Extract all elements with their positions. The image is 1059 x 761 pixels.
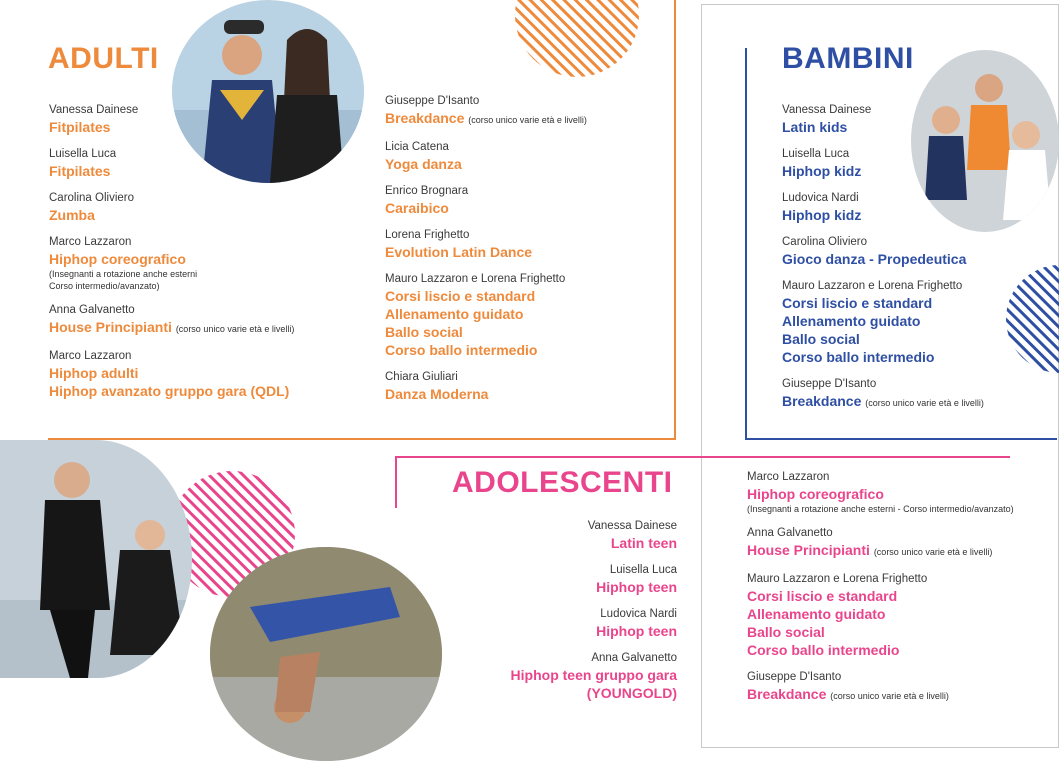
course-name: Latin kids (782, 119, 848, 135)
teacher-name: Vanessa Dainese (782, 104, 872, 116)
course-note: (corso unico varie età e livelli) (468, 115, 587, 125)
blue-stripes-decoration (1005, 264, 1059, 374)
list-item (49, 103, 294, 136)
course-name: House Principianti (49, 319, 172, 335)
bambini-title: BAMBINI (782, 42, 914, 75)
teacher-name: Giuseppe D'Isanto (385, 95, 480, 107)
adulti-title: ADULTI (48, 42, 159, 75)
course-name: Caraibico (385, 200, 449, 216)
teacher-name: Chiara Giuliari (385, 371, 458, 383)
teacher-name: Anna Galvanetto (591, 652, 677, 664)
course-name: Ballo social (747, 624, 825, 640)
teacher-name: Marco Lazzaron (49, 236, 132, 248)
teacher-name: Vanessa Dainese (587, 520, 677, 532)
course-note: (Insegnanti a rotazione anche esterni - Corso intermedio/avanzato) (747, 504, 1014, 514)
teacher-name: Giuseppe D'Isanto (747, 671, 842, 683)
course-name: Hiphop adulti (49, 365, 139, 381)
list-item (782, 103, 984, 136)
teacher-name: Luisella Luca (49, 148, 117, 160)
course-name: Hiphop avanzato gruppo gara (QDL) (49, 383, 290, 399)
list-item (49, 349, 294, 400)
course-note: Corso intermedio/avanzato) (49, 281, 160, 291)
course-name: Hiphop coreografico (49, 251, 186, 267)
course-name: (YOUNGOLD) (586, 685, 677, 701)
course-name: Allenamento guidato (747, 606, 886, 622)
course-name: Corsi liscio e standard (385, 288, 536, 304)
course-name: Hiphop coreografico (747, 486, 884, 502)
course-note: (corso unico varie età e livelli) (873, 547, 993, 557)
list-item (49, 191, 294, 224)
course-note: (corso unico varie età e livelli) (865, 398, 984, 408)
teacher-name: Carolina Oliviero (782, 236, 868, 248)
course-name: Fitpilates (49, 119, 111, 135)
adulti-frame-right (674, 0, 676, 440)
course-name: Evolution Latin Dance (385, 244, 533, 260)
course-name: Corsi liscio e standard (747, 588, 898, 604)
list-item (782, 191, 984, 224)
course-name: Hiphop teen gruppo gara (510, 667, 677, 683)
adolescenti-couple-photo (0, 440, 192, 678)
course-name: Hiphop kidz (782, 207, 862, 223)
course-name: Ballo social (782, 331, 860, 347)
list-item (385, 94, 587, 129)
course-note: (Insegnanti a rotazione anche esterni (49, 269, 198, 279)
list-item (385, 370, 587, 403)
list-item (747, 526, 1014, 561)
list-item (782, 147, 984, 180)
list-item (747, 470, 1014, 515)
teacher-name: Luisella Luca (782, 148, 850, 160)
bambini-frame-left (745, 48, 747, 440)
bambini-column (782, 103, 984, 423)
bambini-frame-bottom (745, 438, 1057, 440)
adolescenti-left-column (440, 519, 677, 713)
course-name: Breakdance (782, 393, 862, 409)
list-item (440, 607, 677, 640)
teacher-name: Vanessa Dainese (49, 104, 139, 116)
adolescenti-breakdance-photo (210, 547, 442, 761)
course-name: House Principianti (747, 542, 870, 558)
list-item (782, 279, 984, 366)
teacher-name: Licia Catena (385, 141, 449, 153)
teacher-name: Ludovica Nardi (600, 608, 677, 620)
course-name: Latin teen (610, 535, 677, 551)
course-name: Gioco danza - Propedeutica (782, 251, 967, 267)
list-item (49, 235, 294, 292)
teacher-name: Enrico Brognara (385, 185, 469, 197)
course-name: Hiphop kidz (782, 163, 862, 179)
course-name: Allenamento guidato (385, 306, 524, 322)
course-name: Breakdance (385, 110, 465, 126)
teacher-name: Carolina Oliviero (49, 192, 135, 204)
list-item (440, 563, 677, 596)
list-item (440, 651, 677, 702)
teacher-name: Lorena Frighetto (385, 229, 470, 241)
list-item (747, 670, 1014, 705)
adulti-left-column (49, 103, 294, 411)
course-note: (corso unico varie età e livelli) (830, 691, 949, 701)
course-name: Hiphop teen (596, 579, 677, 595)
teacher-name: Anna Galvanetto (747, 527, 833, 539)
course-note: (corso unico varie età e livelli) (175, 324, 295, 334)
teacher-name: Marco Lazzaron (49, 350, 132, 362)
course-name: Allenamento guidato (782, 313, 921, 329)
adolescenti-frame-top (395, 456, 1010, 458)
orange-stripes-decoration (512, 0, 642, 80)
teacher-name: Mauro Lazzaron e Lorena Frighetto (385, 273, 566, 285)
course-name: Hiphop teen (596, 623, 677, 639)
teacher-name: Luisella Luca (609, 564, 677, 576)
list-item (747, 572, 1014, 659)
course-name: Yoga danza (385, 156, 462, 172)
teacher-name: Mauro Lazzaron e Lorena Frighetto (747, 573, 928, 585)
list-item (49, 147, 294, 180)
course-name: Fitpilates (49, 163, 111, 179)
list-item (385, 184, 587, 217)
adolescenti-frame-left (395, 456, 397, 508)
adulti-frame-bottom (48, 438, 676, 440)
list-item (782, 235, 984, 268)
course-name: Corso ballo intermedio (385, 342, 538, 358)
teacher-name: Giuseppe D'Isanto (782, 378, 877, 390)
adolescenti-title: ADOLESCENTI (452, 466, 673, 499)
course-name: Corso ballo intermedio (747, 642, 900, 658)
course-name: Zumba (49, 207, 95, 223)
course-name: Danza Moderna (385, 386, 489, 402)
list-item (385, 272, 587, 359)
list-item (782, 377, 984, 412)
list-item (385, 140, 587, 173)
teacher-name: Anna Galvanetto (49, 304, 135, 316)
list-item (440, 519, 677, 552)
list-item (49, 303, 294, 338)
course-name: Breakdance (747, 686, 827, 702)
adolescenti-right-column (747, 470, 1014, 716)
course-name: Corso ballo intermedio (782, 349, 935, 365)
teacher-name: Marco Lazzaron (747, 471, 830, 483)
course-name: Ballo social (385, 324, 463, 340)
adulti-right-column (385, 94, 587, 414)
course-name: Corsi liscio e standard (782, 295, 933, 311)
list-item (385, 228, 587, 261)
teacher-name: Mauro Lazzaron e Lorena Frighetto (782, 280, 963, 292)
teacher-name: Ludovica Nardi (782, 192, 859, 204)
